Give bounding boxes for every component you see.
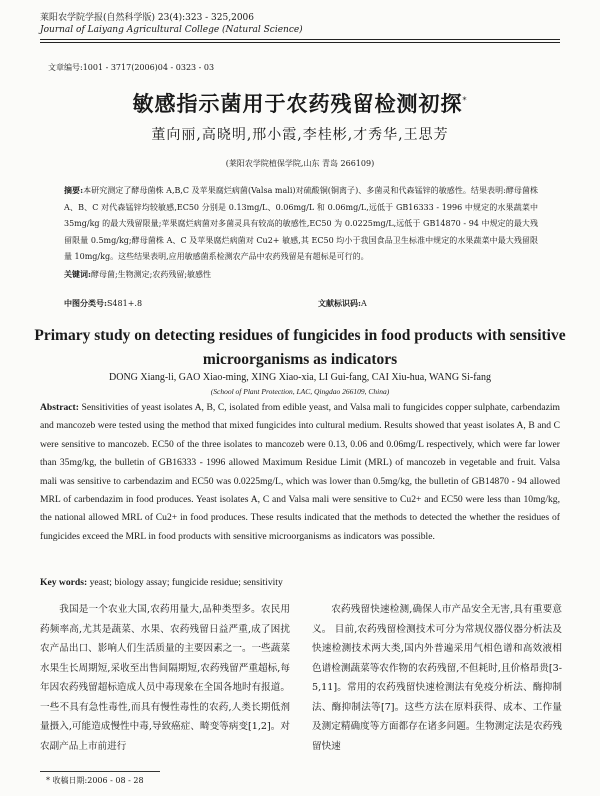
keywords-en-label: Key words: — [40, 577, 88, 588]
article-number: 文章编号:1001 - 3717(2006)04 - 0323 - 03 — [48, 63, 215, 72]
clc-label: 中图分类号: — [64, 298, 107, 308]
doc-code-value: A — [360, 299, 367, 308]
keywords-cn-label: 关键词: — [64, 268, 91, 279]
abstract-en-label: Abstract: — [40, 402, 79, 413]
abstract-cn-text: 本研究测定了酵母菌株 A,B,C 及苹果腐烂病菌(Valsa mali)对硫酸铜(铜离子)、多菌灵和代森锰锌的敏感性。结果表明:酵母菌株 A、B、C 对代森锰锌均较敏感,EC50 分别是 0.13mg/L、0.06mg/L 和 0.06mg/L,远低于 GB16333 - 1996 中规定的水果蔬菜中 35mg/kg 的最大残留限量;苹果腐烂病菌对多菌灵具有较高的敏感性,EC50 为 0.0225mg/L,远低于 GB14870 - 94 中规定的最大残留限量 0.5mg/kg;酵母菌株 A、C 及苹果腐烂病菌对 Cu2+ 敏感,其 EC50 均小于我国食品卫生标准中规定的水果蔬菜中最大残留限量 10mg/kg。这些结果表明,应用敏感菌系检测农产品中农药残留是有超标是可行的。 — [64, 186, 539, 262]
keywords-en-text: yeast; biology assay; fungicide residue; sensitivity — [89, 577, 283, 588]
journal-name-cn: 莱阳农学院学报(自然科学版) 23(4):323 - 325,2006 — [40, 13, 255, 23]
title-footnote-mark: * — [462, 96, 468, 105]
doc-code-label: 文献标识码: — [318, 298, 361, 308]
title-cn-text: 敏感指示菌用于农药残留检测初探 — [132, 91, 463, 116]
header-rule — [40, 39, 560, 40]
footnote-rule — [40, 771, 160, 772]
title-cn — [0, 88, 600, 118]
received-date-footnote: * 收稿日期:2006 - 08 - 28 — [46, 776, 144, 785]
abstract-cn-label: 摘要: — [64, 185, 84, 195]
body-column-left: 我国是一个农业大国,农药用量大,品种类型多。农民用药频率高,尤其是蔬菜、水果、农药残留日益严重,成了困扰农产品出口、影响人们生活质量的主要因素之一。一些蔬菜水果生长周期短,采收至出售间隔期短,农药残留严重超标,每年因农药残留超标造成人员中毒现象在全国各地时有报道。一些不具有急性毒性,而具有慢性毒性的农药,人类长期低剂量摄入,可能造成慢性中毒,导致癌症、畸变等病变[1,2]。对农副产品上市前进行 — [40, 604, 290, 752]
authors-en: DONG Xiang-li, GAO Xiao-ming, XING Xiao-xia, LI Gui-fang, CAI Xiu-hua, WANG Si-fang — [109, 372, 491, 383]
journal-header — [40, 12, 303, 36]
document-code — [318, 298, 367, 309]
authors-cn: 董向丽,高晓明,邢小霞,李桂彬,才秀华,王思芳 — [151, 127, 449, 143]
body-column-right: 农药残留快速检测,确保人市产品安全无害,具有重要意义。 目前,农药残留检测技术可分为常规仪器仪器分析法及快速检测技术两大类,国内外普遍采用气相色谱和高效液相色谱检测蔬菜等农作物的农药残留,不但耗时,且价格昂贵[3-5,11]。常用的农药残留快速检测法有免疫分析法、酶抑制法、酶抑制法等[7]。这些方法在原料获得、成本、工作量及测定精确度等方面都存在诸多问题。生物测定法是农药残留快速 — [312, 604, 562, 752]
keywords-cn-text: 酵母菌;生物测定;农药残留;敏感性 — [90, 269, 212, 279]
journal-name-en: Journal of Laiyang Agricultural College (Natural Science) — [40, 25, 303, 35]
abstract-en — [40, 399, 560, 546]
affiliation-cn: (莱阳农学院植保学院,山东 青岛 266109) — [225, 159, 375, 168]
clc-value: S481+.8 — [106, 299, 143, 308]
abstract-cn — [64, 182, 538, 284]
keywords-en — [40, 577, 283, 588]
title-en: Primary study on detecting residues of fungicides in food products with sensitive microorganisms as indicators — [34, 327, 566, 368]
clc-number — [64, 298, 142, 309]
abstract-en-text: Sensitivities of yeast isolates A, B, C, isolated from edible yeast, and Valsa mali to fungicides copper sulphate, carbendazim and mancozeb were tested using the method that mixed fungicides into cultural medium. Results showed that yeast isolates A, B and C were sensitive to mancozeb. EC50 of the three isolates to mancozeb were 0.13, 0.06 and 0.06mg/L respectively, which were far lower than 35mg/kg, the bulletin of GB16333 - 1996 allowed Maximum Residue Limit (MRL) of mancozeb in vegetable and fruit. Valsa mali was sensitive to carbendazim and EC50 was 0.0225mg/L, which was lower than 0.5mg/kg, the bulletin of GB14870 - 94 allowed MRL of carbendazim in food produces. Yeast isolates A, C and Valsa mali were sensitive to Cu2+ and EC50 were less than 10mg/kg, the national allowed MRL of Cu2+ in food produces. These results indicated that the methods to detected the whether the residues of fungicides exceed the MRL in food products with sensitive microorganisms as indicators was possible. — [40, 402, 560, 542]
affiliation-en: (School of Plant Protection, LAC, Qingdao 266109, China) — [210, 387, 390, 396]
header-rule-2 — [40, 42, 560, 43]
